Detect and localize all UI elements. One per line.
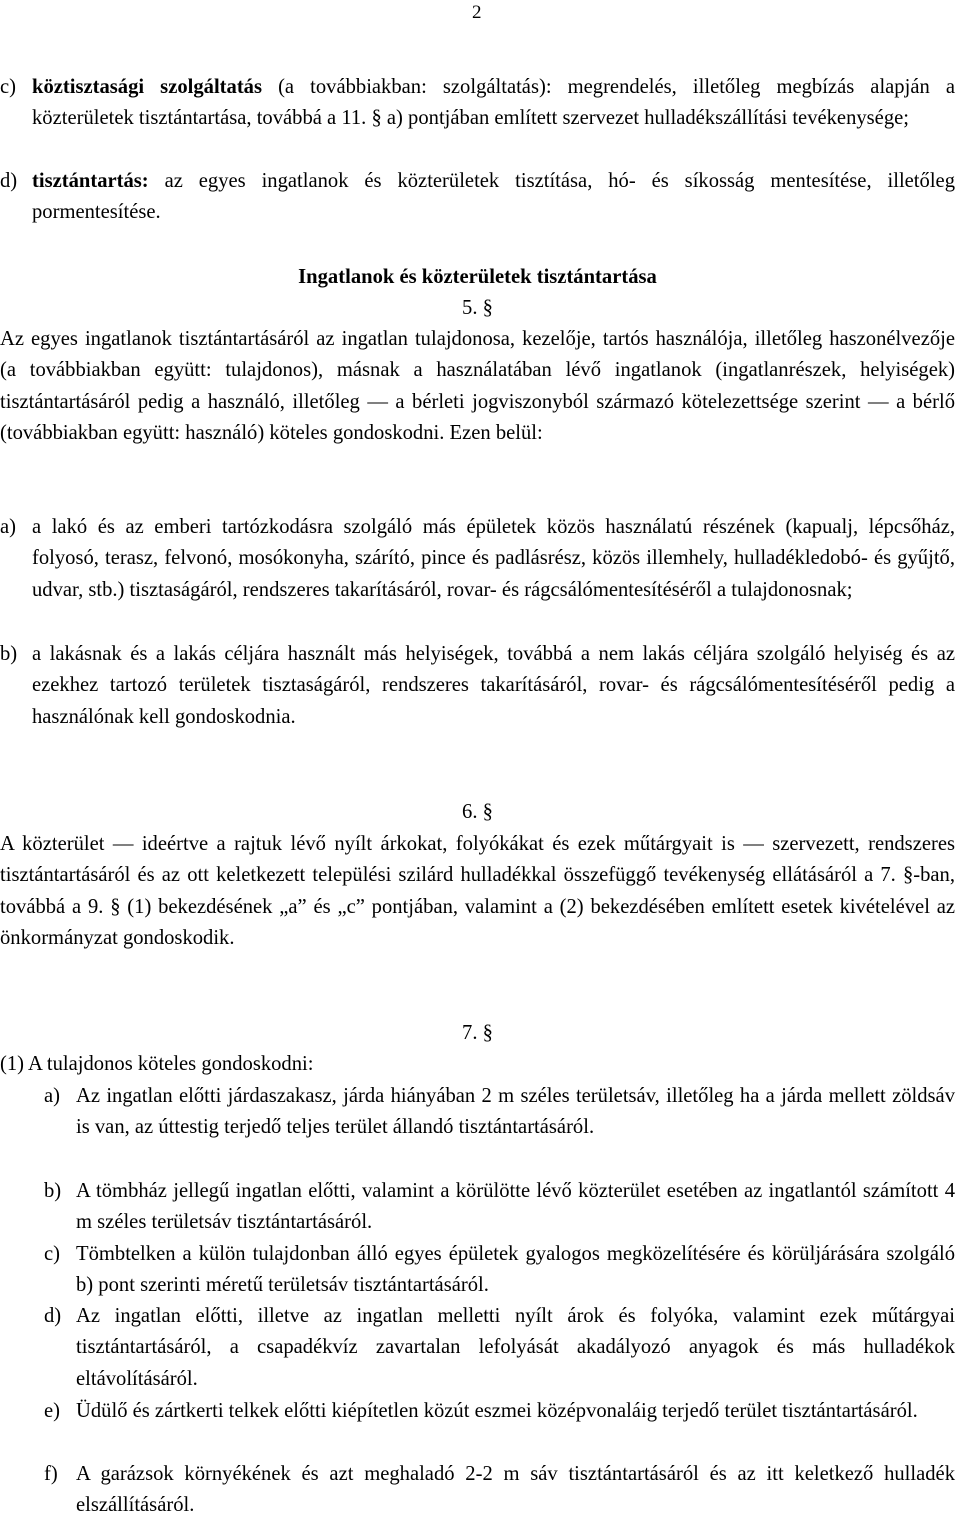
- definition-term: köztisztasági szolgáltatás: [32, 76, 262, 98]
- item-text: A tömbház jellegű ingatlan előtti, valamint a körülötte lévő közterület esetében az ingatlantól számított 4 m széles területsáv tisztántartásáról.: [76, 1180, 955, 1234]
- definition-body: az egyes ingatlanok és közterületek tisztítása, hó- és síkosság mentesítése, illetőleg pormentesítése.: [32, 170, 955, 224]
- section-heading: Ingatlanok és közterületek tisztántartása: [298, 266, 657, 288]
- item-label: b): [0, 643, 18, 665]
- section-5-number: 5. §: [462, 297, 493, 319]
- item-label: b): [44, 1180, 62, 1202]
- item-text: A garázsok környékének és azt meghaladó 2-2 m sáv tisztántartásáról és az itt keletkező hulladék elszállításáról.: [76, 1463, 955, 1517]
- section-7-number: 7. §: [462, 1022, 493, 1044]
- item-label: d): [44, 1305, 62, 1327]
- item-text: Üdülő és zártkerti telkek előtti kiépítetlen közút eszmei középvonaláig terjedő terület tisztántartásáról.: [76, 1400, 918, 1422]
- item-label: d): [0, 170, 18, 192]
- item-text: Az ingatlan előtti járdaszakasz, járda hiányában 2 m széles területsáv, illetőleg ha a járda mellett zöldsáv is van, az úttestig terjedő teljes terület állandó tisztántartásáról.: [76, 1085, 955, 1139]
- item-label: e): [44, 1400, 60, 1422]
- item-text: Az ingatlan előtti, illetve az ingatlan melletti nyílt árok és folyóka, valamint ezek műtárgyai tisztántartásáról, a csapadékvíz zavartalan lefolyását akadályozó anyagok és más hulladékok eltávolításáról.: [76, 1305, 955, 1390]
- item-label: f): [44, 1463, 58, 1485]
- item-label: c): [44, 1243, 60, 1265]
- item-text: Tömbtelken a külön tulajdonban álló egyes épületek gyalogos megközelítésére és körüljárására szolgáló b) pont szerinti méretű területsáv tisztántartásáról.: [76, 1243, 955, 1297]
- definition-term: tisztántartás:: [32, 170, 149, 192]
- definition-text: [32, 72, 955, 135]
- definition-text: [32, 166, 955, 229]
- definition-body: (a továbbiakban: szolgáltatás): megrendelés, illetőleg megbízás alapján a közterületek tisztántartása, továbbá a 11. § a) pontjában említett szervezet hulladékszállítási tevékenysége;: [32, 76, 955, 130]
- section-5-item-b: a lakásnak és a lakás céljára használt más helyiségek, továbbá a nem lakás céljára szolgáló helyiség és az ezekhez tartozó területek tisztaságáról, rendszeres takarításáról, rovar- és rágcsálómentesítéséről pedig a használónak kell gondoskodnia.: [32, 643, 955, 728]
- item-label: a): [0, 516, 16, 538]
- item-label: a): [44, 1085, 60, 1107]
- section-6-number: 6. §: [462, 801, 493, 823]
- item-label: c): [0, 76, 16, 98]
- section-5-item-a: a lakó és az emberi tartózkodásra szolgáló más épületek közös használatú részének (kapualj, lépcsőház, folyosó, terasz, felvonó, mosókonyha, szárító, pince és padlásrész, közös illemhely, hulladékledobó- és gyűjtő, udvar, stb.) tisztaságáról, rendszeres takarításáról, rovar- és rágcsálómentesítéséről a tulajdonosnak;: [32, 516, 955, 601]
- section-5-paragraph: Az egyes ingatlanok tisztántartásáról az ingatlan tulajdonosa, kezelője, tartós használója, illetőleg haszonélvezője (a továbbiakban együtt: tulajdonos), másnak a használatában lévő ingatlanok (ingatlanrészek, helyiségek) tisztántartásáról pedig a használó, illetőleg — a bérleti jogviszonyból származó kötelezettsége szerint — a bérlő (továbbiakban együtt: használó) köteles gondoskodni. Ezen belül:: [0, 328, 955, 444]
- section-6-paragraph: A közterület — ideértve a rajtuk lévő nyílt árkokat, folyókákat és ezek műtárgyait is — szervezett, rendszeres tisztántartásáról és az ott keletkezett települési szilárd hulladékkal összefüggő tevékenység ellátásáról a 7. §-ban, továbbá a 9. § (1) bekezdésének „a” és „c” pontjában, valamint a (2) bekezdésében említett esetek kivételével az önkormányzat gondoskodik.: [0, 833, 955, 949]
- section-7-intro: (1) A tulajdonos köteles gondoskodni:: [0, 1053, 314, 1075]
- page-number: 2: [472, 2, 482, 23]
